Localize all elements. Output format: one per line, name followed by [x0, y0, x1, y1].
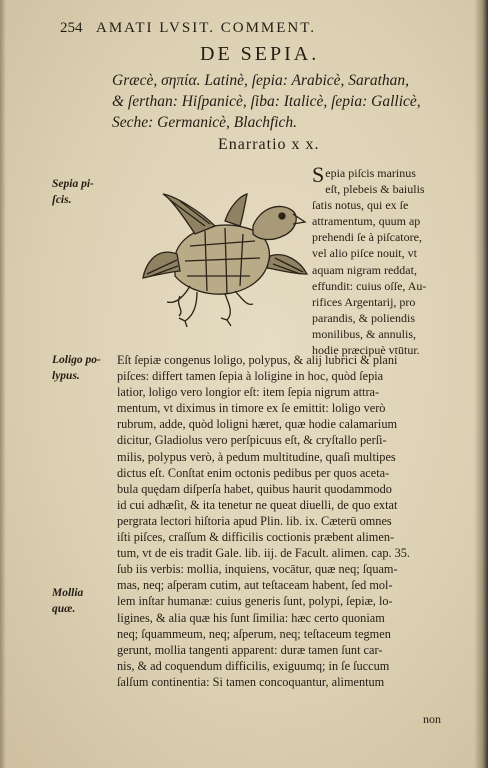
text-line: gerunt, mollia tangenti apparent: duræ tamen ſunt car-	[117, 642, 383, 657]
text-line: rubrum, adde, quòd loligni hæret, quæ hodie calamarium	[117, 417, 398, 432]
page-number: 254	[60, 20, 83, 36]
text-line: dicitur, Gladiolus vero perſpicuus eſt, & cryſtallo perſi-	[117, 433, 387, 448]
text-line: eſt, plebeis & baiulis	[325, 182, 425, 197]
text-line: aquam nigram reddat,	[312, 262, 417, 277]
text-line: epia piſcis marinus	[325, 166, 416, 180]
margin-note-mollia	[52, 585, 112, 617]
margin-note-line: lypus.	[52, 370, 80, 382]
margin-note-line: Mollia	[52, 587, 84, 599]
text-line: ligines, & alia quæ his ſunt ſimilia: hæc certo quoniam	[117, 610, 385, 625]
right-column-text	[312, 162, 460, 358]
text-line: pergrata lectori hiſtoria apud Plin. lib. ix. Cæterū omnes	[117, 513, 392, 528]
page-title: DE SEPIA.	[200, 43, 320, 65]
text-line: prehendi ſe à piſcatore,	[312, 230, 422, 245]
text-line: effundit: cuius oſſe, Au-	[312, 278, 427, 293]
text-line: rifices Argentarij, pro	[312, 294, 416, 309]
text-line: monilibus, & annulis,	[312, 326, 417, 341]
running-head: AMATI LVSIT. COMMENT.	[96, 20, 317, 36]
text-line: neq; ſquammeum, neq; aſperum, neq; teſtaceum tegmen	[117, 626, 391, 641]
margin-note-line: Sepia pi-	[52, 178, 94, 190]
text-line: parandis, & poliendis	[312, 310, 415, 325]
text-line: ſalſum continentia: Si tamen concoquantur, alimentum	[117, 674, 385, 689]
text-line: id cui adhæſit, & ita tenetur ne queat diuelli, de quo extat	[117, 497, 398, 512]
text-line: mas, neq; aſperam cutim, aut teſtaceam habent, ſed mol-	[117, 578, 393, 593]
margin-note-loligo	[52, 352, 112, 384]
text-line: vel alio piſce nouit, vt	[312, 246, 417, 261]
text-line: mentum, vt diximus in timore ex ſe emittit: loligo verò	[117, 401, 386, 416]
margin-note-sepia	[52, 176, 112, 208]
text-line: tum, vt de eis tradit Gale. lib. iij. de Facult. alimen. cap. 35.	[117, 546, 411, 561]
text-line: piſces: differt tamen ſepia à loligine in hoc, quòd ſepia	[117, 369, 384, 384]
text-line: iſti piſces, craſſum & difficilis coctionis præbent alimen-	[117, 530, 395, 545]
body-text	[117, 352, 462, 690]
names-block	[112, 70, 462, 133]
page-left-edge	[0, 0, 6, 768]
text-line: ſatis notus, qui ex ſe	[312, 198, 409, 213]
names-line: & ſerthan: Hiſpanicè, ſiba: Italicè, ſepia: Gallicè,	[112, 93, 421, 110]
text-line: hodie præcipuè vtūtur.	[312, 343, 420, 358]
section-heading: Enarratio x x.	[218, 136, 320, 153]
drop-cap: S	[312, 162, 325, 187]
margin-note-line: ſcis.	[52, 194, 72, 206]
text-line: milis, polypus verò, à pedum multitudine, quaſi multipes	[117, 449, 396, 464]
catchword: non	[423, 712, 441, 726]
text-line: nis, & ad coquendum difficilis, exiguumq; in ſe ſuccum	[117, 658, 390, 673]
text-line: attramentum, quum ap	[312, 214, 421, 229]
margin-note-line: quæ.	[52, 603, 76, 615]
text-line: dictus eſt. Conſtat enim octonis pedibus per quos aceta-	[117, 465, 390, 480]
text-line: ſub iis verbis: mollia, inquiens, vocātur, quæ neq; ſquam-	[117, 562, 398, 577]
names-line: Seche: Germanicè, Blachfich.	[112, 114, 298, 131]
text-line: Eſt ſepiæ congenus loligo, polypus, & alij lubrici & plani	[117, 353, 398, 367]
text-line: lem inſtar humanæ: cuius generis ſunt, polypi, ſepiæ, lo-	[117, 594, 393, 609]
margin-note-line: Loligo po-	[52, 354, 101, 366]
sepia-woodcut-illustration	[135, 186, 310, 331]
text-line: latior, loligo vero longior eſt: item ſepia nigrum attra-	[117, 385, 380, 400]
page-gutter-shadow	[474, 0, 488, 768]
names-line: Græcè, σηπία. Latinè, ſepia: Arabicè, Sarathan,	[112, 72, 410, 89]
text-line: bula quędam diſperſa habet, quibus haurit quodammodo	[117, 481, 392, 496]
